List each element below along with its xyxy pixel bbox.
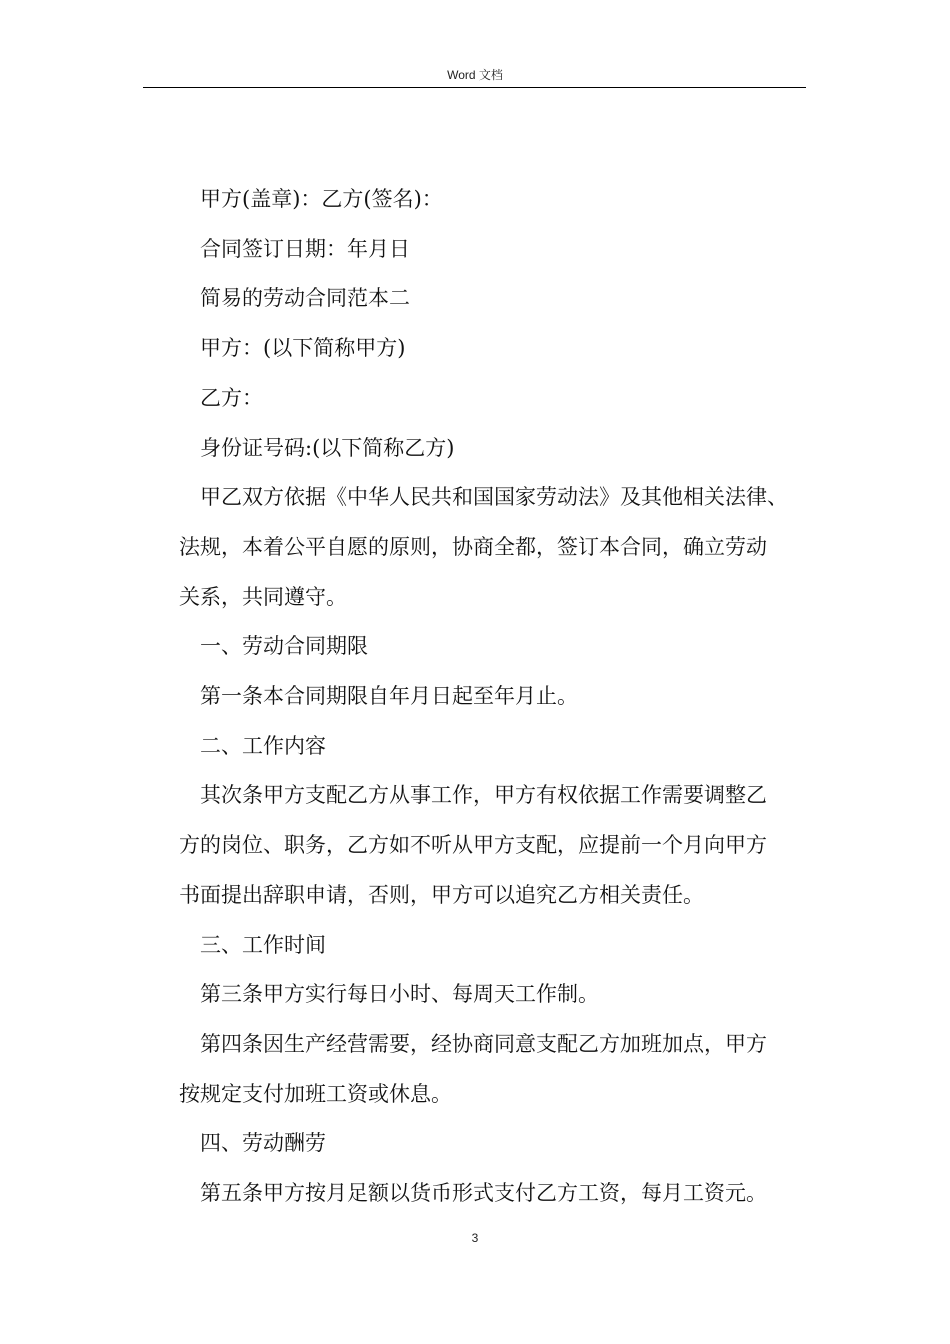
- page-header-title: Word 文档: [447, 68, 503, 82]
- paragraph-continuation-line: 方的岗位、职务，乙方如不听从甲方支配，应提前一个月向甲方: [179, 833, 767, 858]
- paragraph-continuation-line: 按规定支付加班工资或休息。: [179, 1081, 452, 1106]
- paragraph-line: 甲方：(以下简称甲方): [200, 336, 406, 361]
- paragraph-line: 四、劳动酬劳: [200, 1131, 326, 1156]
- paragraph-line: 其次条甲方支配乙方从事工作，甲方有权依据工作需要调整乙: [200, 783, 767, 808]
- paragraph-line: 三、工作时间: [200, 932, 326, 957]
- paragraph-continuation-line: 书面提出辞职申请，否则，甲方可以追究乙方相关责任。: [179, 882, 704, 907]
- paragraph-line: 第四条因生产经营需要，经协商同意支配乙方加班加点，甲方: [200, 1031, 767, 1056]
- paragraph-line: 第五条甲方按月足额以货币形式支付乙方工资，每月工资元。: [200, 1181, 767, 1206]
- paragraph-line: 第一条本合同期限自年月日起至年月止。: [200, 684, 578, 709]
- paragraph-line: 合同签订日期：年月日: [200, 236, 410, 261]
- paragraph-continuation-line: 法规，本着公平自愿的原则，协商全都，签订本合同，确立劳动: [179, 534, 767, 559]
- paragraph-line: 二、工作内容: [200, 733, 326, 758]
- paragraph-line: 第三条甲方实行每日小时、每周天工作制。: [200, 982, 599, 1007]
- paragraph-continuation-line: 关系，共同遵守。: [179, 584, 347, 609]
- paragraph-line: 甲方(盖章)：乙方(签名)：: [200, 187, 443, 211]
- page-number: 3: [471, 1231, 479, 1245]
- paragraph-line: 身份证号码:(以下简称乙方): [200, 435, 455, 460]
- paragraph-line: 简易的劳动合同范本二: [200, 286, 410, 311]
- paragraph-line: 一、劳动合同期限: [200, 634, 368, 659]
- document-body: [179, 175, 815, 1219]
- paragraph-line: 甲乙双方依据《中华人民共和国国家劳动法》及其他相关法律、: [200, 485, 788, 510]
- header-divider: [143, 87, 806, 88]
- paragraph-line: 乙方：: [200, 385, 263, 410]
